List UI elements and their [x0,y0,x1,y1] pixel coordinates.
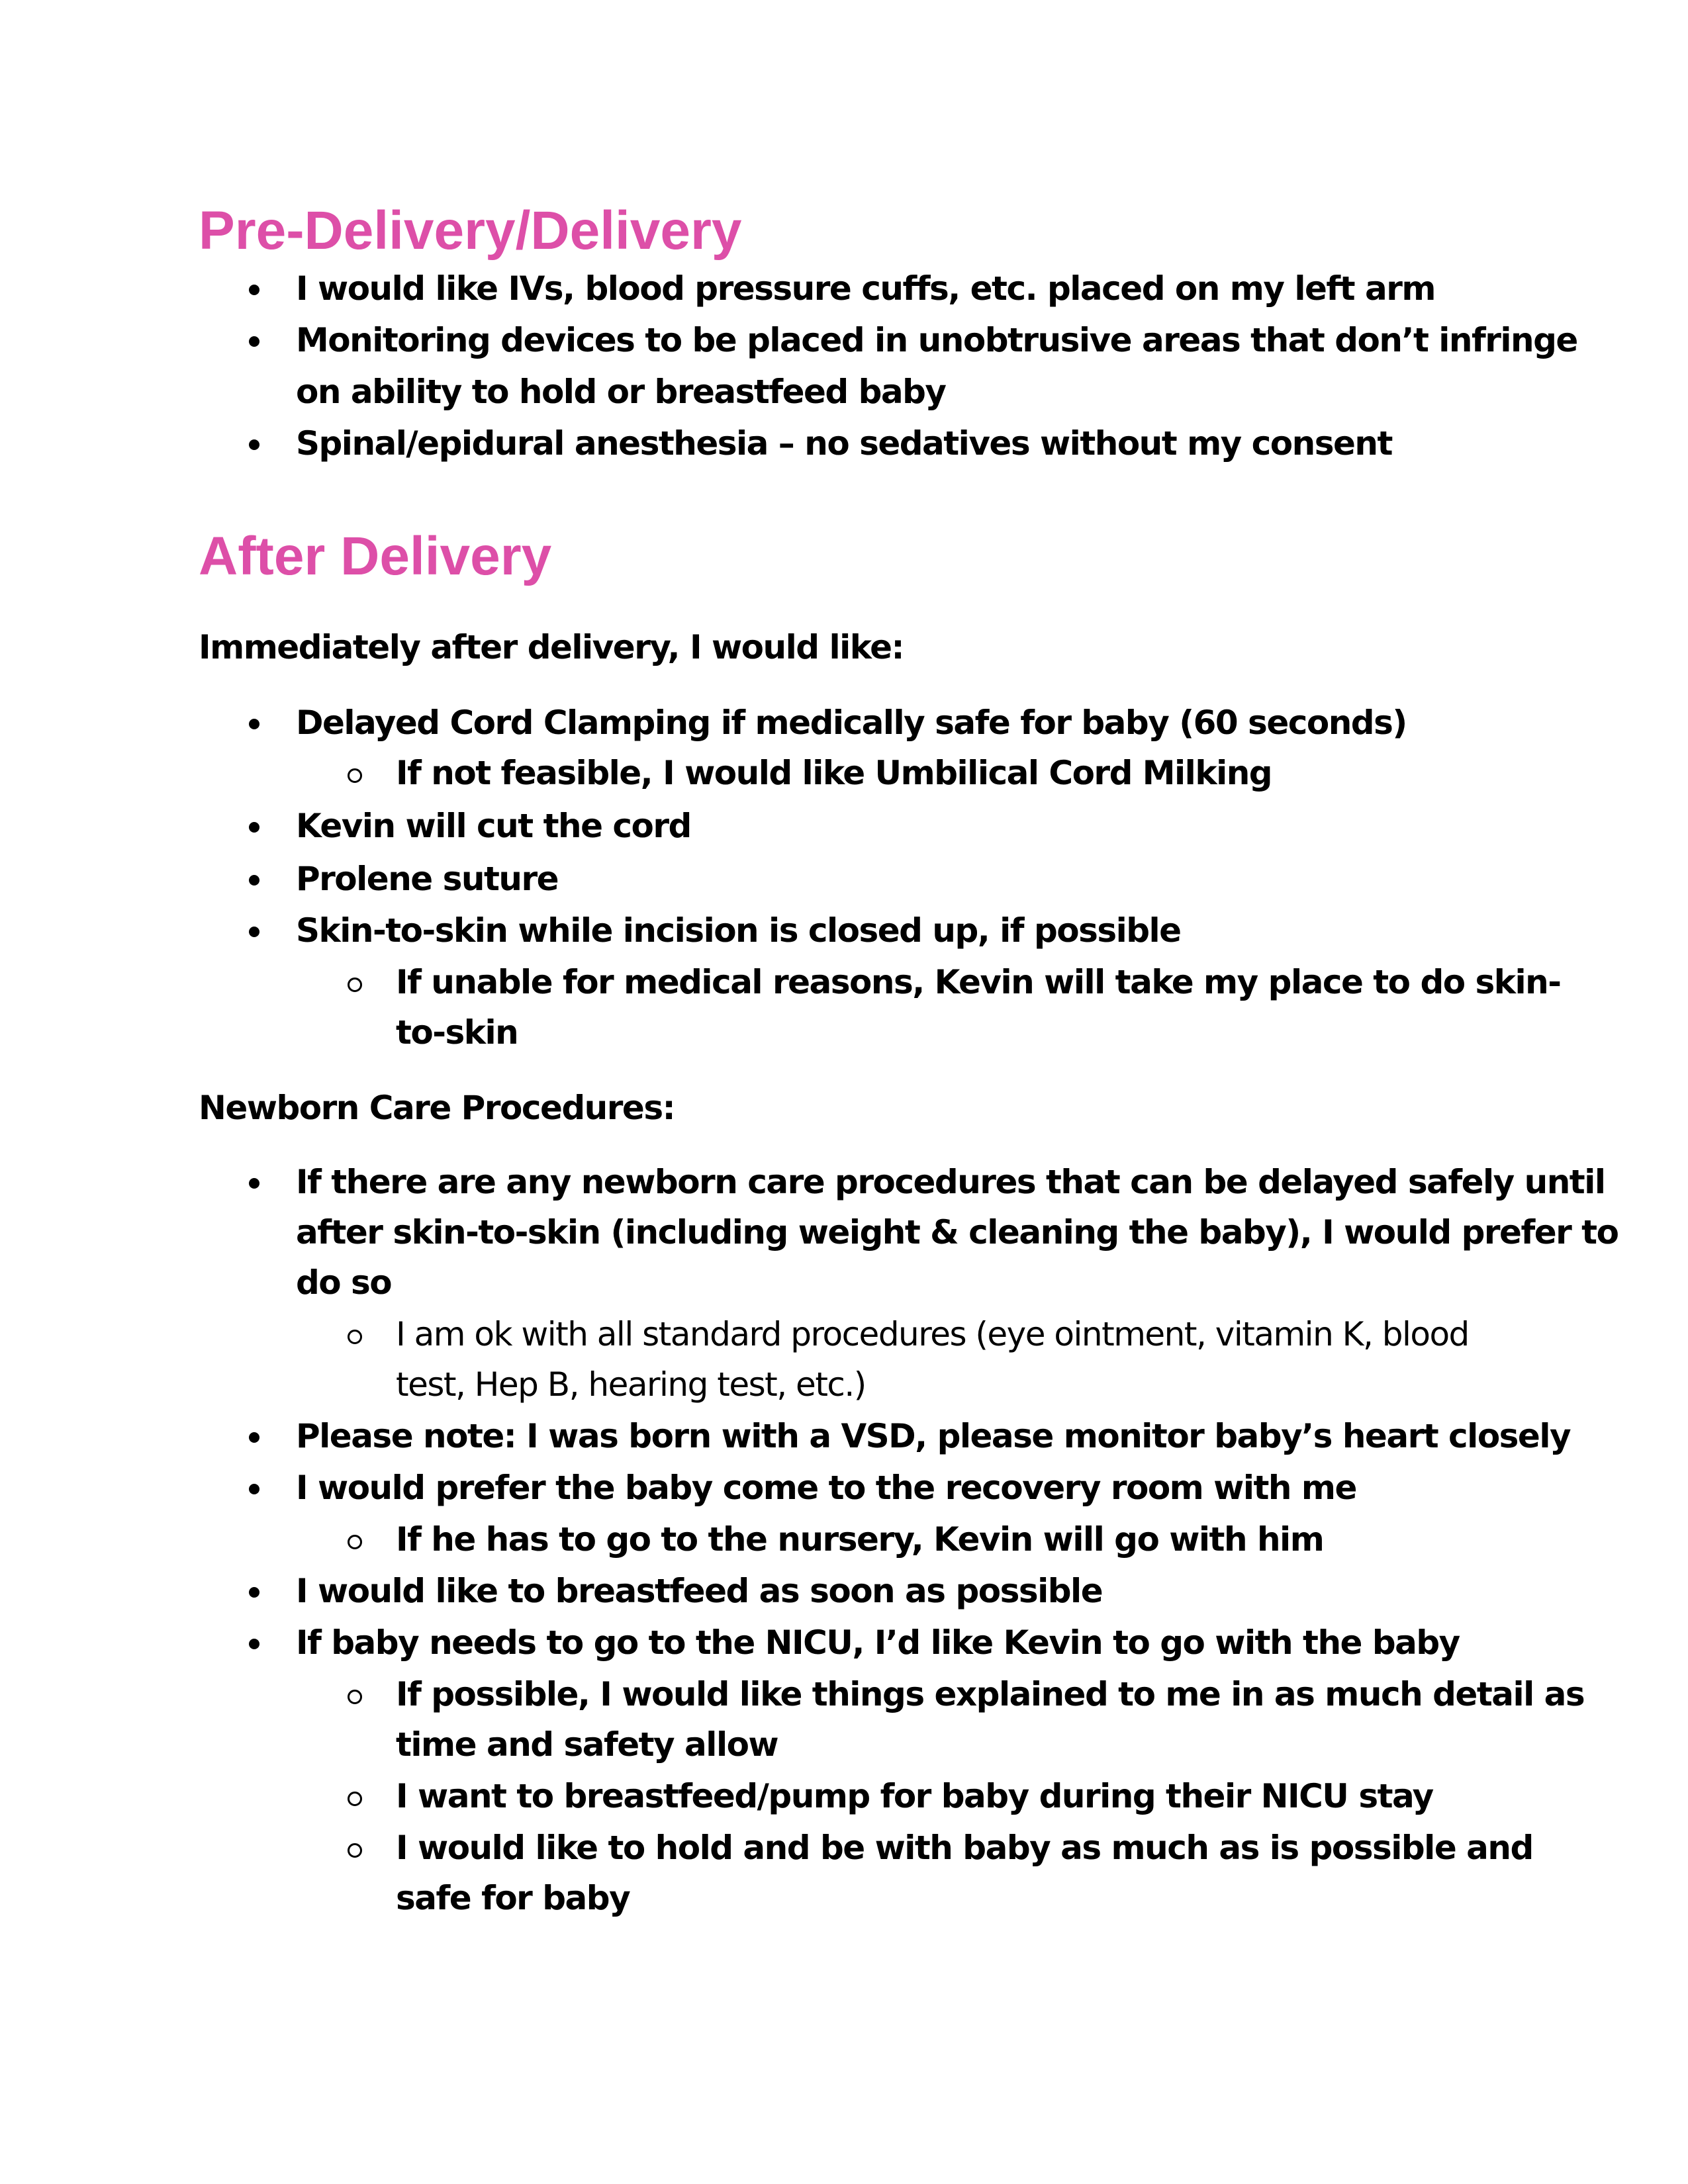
sub-bullet-icon [348,1690,362,1704]
bullet-icon [249,1432,259,1443]
after-delivery-intro: Immediately after delivery, I would like: [199,628,904,666]
list-item-anesthesia: Spinal/epidural anesthesia – no sedatives without my consent [296,424,1392,463]
list-item-recovery-room: I would prefer the baby come to the recovery room with me [296,1469,1356,1507]
list-item-prolene-suture: Prolene suture [296,860,559,898]
list-item-breastfeed: I would like to breastfeed as soon as possible [296,1572,1103,1610]
newborn-care-heading: Newborn Care Procedures: [199,1089,675,1127]
sub-item-explained-detail: If possible, I would like things explained to me in as much detail as [396,1675,1585,1713]
bullet-icon [249,927,259,937]
section-heading-pre-delivery: Pre-Delivery/Delivery [199,201,742,261]
sub-item-nursery: If he has to go to the nursery, Kevin will go with him [396,1520,1324,1559]
list-item-delay-procedures: If there are any newborn care procedures that can be delayed safely until [296,1163,1605,1201]
bullet-icon [249,1484,259,1494]
sub-item-kevin-skin-to-skin-cont: to-skin [396,1013,518,1052]
list-item-kevin-cut-cord: Kevin will cut the cord [296,807,691,845]
bullet-icon [249,719,259,729]
sub-item-hold-baby: I would like to hold and be with baby as much as is possible and [396,1829,1533,1867]
list-item-skin-to-skin: Skin-to-skin while incision is closed up, if possible [296,911,1181,950]
bullet-icon [249,1178,259,1189]
sub-bullet-icon [348,1535,362,1549]
sub-bullet-icon [348,768,362,783]
list-item-nicu: If baby needs to go to the NICU, I’d like Kevin to go with the baby [296,1623,1460,1662]
sub-item-hold-baby-cont: safe for baby [396,1879,630,1917]
bullet-icon [249,1639,259,1649]
list-item-delayed-cord-clamping: Delayed Cord Clamping if medically safe for baby (60 seconds) [296,704,1407,742]
sub-bullet-icon [348,978,362,992]
sub-item-breastfeed-pump: I want to breastfeed/pump for baby during their NICU stay [396,1777,1433,1815]
list-item-monitoring-devices-cont: on ability to hold or breastfeed baby [296,373,946,411]
list-item-monitoring-devices: Monitoring devices to be placed in unobtrusive areas that don’t infringe [296,321,1577,359]
list-item-delay-procedures-cont2: do so [296,1263,392,1302]
sub-item-standard-procedures: I am ok with all standard procedures (eye ointment, vitamin K, blood [396,1315,1469,1353]
bullet-icon [249,875,259,886]
bullet-icon [249,822,259,833]
bullet-icon [249,439,259,450]
section-heading-after-delivery: After Delivery [199,526,552,586]
list-item-delay-procedures-cont: after skin-to-skin (including weight & cleaning the baby), I would prefer to [296,1213,1618,1251]
sub-item-cord-milking: If not feasible, I would like Umbilical Cord Milking [396,754,1272,792]
sub-bullet-icon [348,1792,362,1806]
bullet-icon [249,285,259,295]
sub-item-explained-detail-cont: time and safety allow [396,1725,778,1764]
sub-bullet-icon [348,1330,362,1344]
sub-item-kevin-skin-to-skin: If unable for medical reasons, Kevin will take my place to do skin- [396,963,1561,1001]
bullet-icon [249,1587,259,1598]
sub-bullet-icon [348,1843,362,1858]
sub-item-standard-procedures-cont: test, Hep B, hearing test, etc.) [396,1365,866,1404]
list-item-vsd-note: Please note: I was born with a VSD, please monitor baby’s heart closely [296,1417,1571,1455]
bullet-icon [249,336,259,347]
list-item-iv-left-arm: I would like IVs, blood pressure cuffs, etc. placed on my left arm [296,269,1435,308]
